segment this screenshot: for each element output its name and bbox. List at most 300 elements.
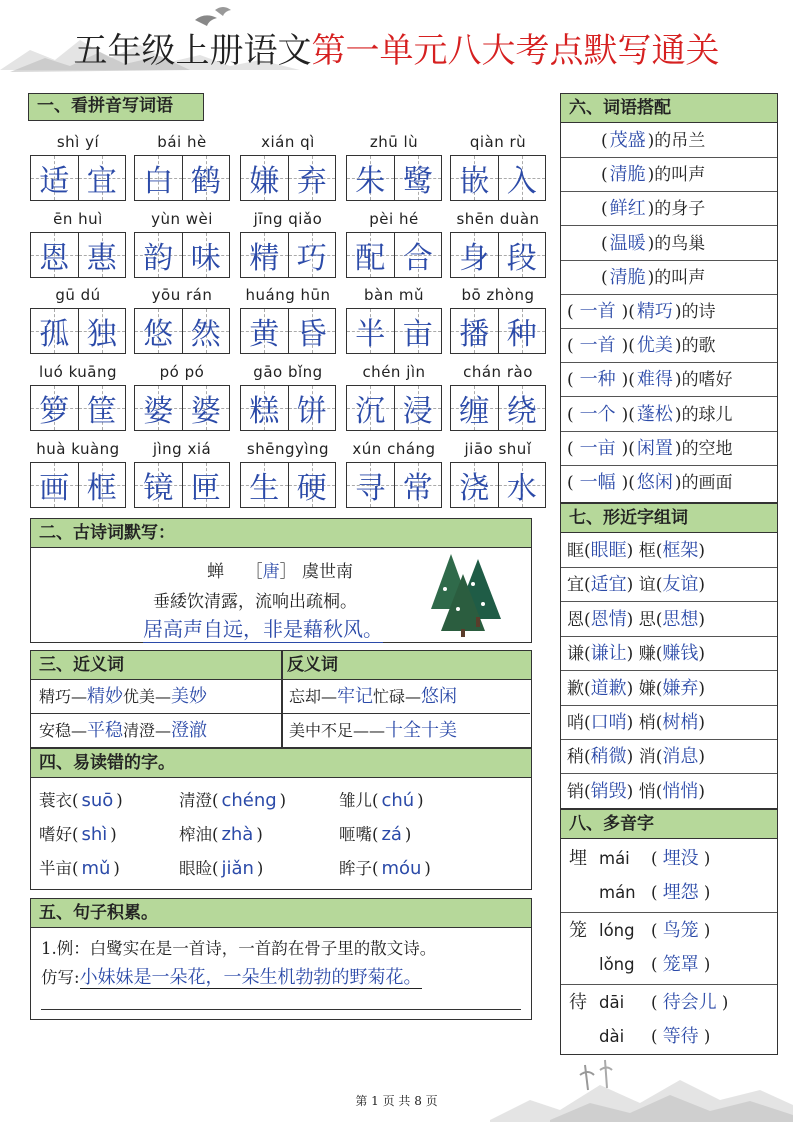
grid-cell (347, 156, 394, 200)
base-char: 销 (567, 781, 584, 802)
pinyin-answer: shì (81, 824, 108, 845)
poem-author: 虞世南 (302, 562, 354, 582)
base-char: 稍 (567, 747, 584, 768)
reading-pinyin: dài (599, 1027, 625, 1046)
phrase-rest: 的鸟巢 (654, 233, 706, 254)
answer-char: 惠 (86, 241, 117, 276)
pinyin-label: pèi hé (369, 210, 419, 228)
base-char: 谦 (567, 644, 584, 665)
pinyin-label: chán rào (463, 363, 533, 381)
answer-char: 独 (86, 317, 117, 352)
base-char: 谊 (638, 575, 656, 596)
word-answer: 悄悄 (662, 780, 699, 802)
answer-char: 昏 (296, 317, 327, 352)
word: 眼睑 (179, 859, 212, 878)
grid-cell (347, 309, 394, 353)
grid-cell (241, 309, 288, 353)
grid-cell (135, 463, 182, 507)
reading-answer: 待会儿 (662, 992, 717, 1013)
grid-cell (498, 386, 546, 430)
word: 安稳— (39, 721, 88, 740)
polyphone-group (561, 984, 777, 1056)
answer-char: 然 (190, 317, 221, 352)
pinyin-label: qiàn rù (469, 133, 527, 151)
similar-char-row: 眶(眼眶) 框(框架) (561, 534, 777, 568)
pinyin-label: shēn duàn (456, 210, 540, 228)
grid-cell (182, 233, 230, 277)
grid-cell (451, 156, 498, 200)
word-answer: 消息 (662, 746, 699, 768)
word: 忙碌— (373, 687, 422, 706)
polyphone-reading: mái ( 埋没 ) (599, 848, 711, 869)
tian-zi-grid[interactable] (134, 232, 230, 278)
tian-zi-grid[interactable] (240, 462, 336, 508)
similar-char-row: 稍(稍微) 消(消息) (561, 740, 777, 774)
answer: 悠闲 (421, 686, 458, 707)
tian-zi-grid[interactable] (240, 232, 336, 278)
answer-char: 弃 (296, 164, 327, 199)
grid-cell (347, 233, 394, 277)
answer-char: 白 (143, 164, 174, 199)
reading-pinyin: mái (599, 849, 630, 868)
tian-zi-grid[interactable] (450, 308, 546, 354)
section6-header: 六、词语搭配 (561, 94, 777, 123)
answer-char: 沉 (355, 394, 386, 429)
tian-zi-grid[interactable] (346, 232, 442, 278)
word-answer: 树梢 (662, 712, 699, 733)
word-answer: 眼眶 (590, 540, 627, 561)
grid-cell (347, 463, 394, 507)
tian-zi-grid[interactable] (134, 155, 230, 201)
tian-zi-grid[interactable] (450, 462, 546, 508)
answer-char: 合 (402, 241, 433, 276)
pinyin-answer: mǔ (81, 858, 111, 879)
word: 忘却— (289, 687, 338, 706)
poem-line1: 垂緌饮清露，流响出疏桐。 (153, 592, 357, 612)
word-answer: 恩情 (590, 608, 627, 630)
answer-char: 婆 (190, 394, 221, 429)
answer-char: 亩 (402, 317, 433, 352)
antonym-row (289, 681, 457, 713)
phrase-rest: 的吊兰 (654, 131, 706, 151)
polyphone-reading: dài ( 等待 ) (599, 1026, 711, 1047)
adjective-answer: 悠闲 (636, 472, 673, 493)
grid-cell (451, 233, 498, 277)
answer-char: 半 (355, 317, 386, 352)
section4-box (30, 748, 532, 890)
word: 美中不足—— (289, 721, 386, 740)
grid-cell (31, 386, 78, 430)
pinyin-label: huà kuàng (36, 440, 120, 458)
pinyin-label: jìng xiá (152, 440, 212, 458)
answer-char: 恩 (39, 241, 70, 276)
section8-header: 八、多音字 (561, 810, 777, 839)
pinyin-answer: móu (381, 858, 422, 879)
adjective-answer: 鲜红 (609, 198, 646, 220)
answer-char: 巧 (296, 241, 327, 276)
grid-cell (135, 156, 182, 200)
grid-cell (182, 309, 230, 353)
pronunciation-item: 嗜好( shì ) (39, 824, 117, 845)
grid-cell (241, 386, 288, 430)
collocation-row: ( 一首 )( 优美 )的歌 (561, 329, 777, 363)
answer-char: 配 (355, 241, 386, 276)
similar-char-row: 谦(谦让) 赚(赚钱) (561, 637, 777, 671)
tian-zi-grid[interactable] (30, 385, 126, 431)
grid-cell (347, 386, 394, 430)
answer-char: 箩 (39, 394, 70, 429)
tian-zi-grid[interactable] (240, 385, 336, 431)
grid-cell (78, 463, 126, 507)
section5-header: 五、句子积累。 (31, 899, 531, 928)
poem-dynasty: 唐 (262, 562, 280, 582)
title-part1: 五年级上册语文 (73, 31, 312, 71)
grid-cell (288, 463, 336, 507)
answer: 牢记 (337, 686, 374, 707)
pronunciation-item: 眸子( móu ) (339, 858, 431, 879)
adjective-answer: 温暖 (609, 232, 646, 254)
title-part2: 第一单元八大考点默写通关 (311, 31, 720, 71)
poem-line2: 居高声自远，非是藉秋风。 (143, 613, 383, 643)
polyphone-reading: dāi ( 待会儿 ) (599, 992, 729, 1013)
polyphone-char: 待 (569, 992, 587, 1013)
pinyin-label: luó kuāng (38, 363, 118, 381)
reading-pinyin: lóng (599, 921, 635, 940)
similar-char-row: 销(销毁) 悄(悄悄) (567, 780, 705, 802)
answer-char: 黄 (249, 317, 280, 352)
answer-char: 悠 (143, 317, 174, 352)
grid-cell (135, 386, 182, 430)
grid-cell (394, 156, 442, 200)
imitate-label: 仿写: (41, 968, 80, 987)
answer-char: 段 (506, 241, 537, 276)
pinyin-label: zhū lù (369, 133, 419, 151)
section5-box (30, 898, 532, 1020)
word: 半亩 (39, 859, 72, 878)
grid-cell (31, 233, 78, 277)
similar-char-row: 宜(适宜) 谊(友谊) (561, 568, 777, 602)
answer-char: 适 (39, 164, 70, 199)
answer: 十全十美 (385, 720, 458, 741)
adjective-answer: 清脆 (609, 164, 646, 186)
grid-cell (31, 463, 78, 507)
word-answer: 销毁 (590, 780, 627, 802)
answer-char: 朱 (355, 164, 386, 199)
poem-title: 蝉 (207, 562, 224, 582)
measure-answer: 一亩 (579, 437, 616, 459)
collocation-row: ( 清脆 )的叫声 (561, 261, 777, 295)
reading-pinyin: lǒng (599, 955, 635, 974)
tian-zi-grid[interactable] (450, 232, 546, 278)
tian-zi-grid[interactable] (30, 308, 126, 354)
tian-zi-grid[interactable] (450, 385, 546, 431)
word-answer: 框架 (662, 540, 699, 561)
pinyin-label: ēn huì (53, 210, 103, 228)
similar-char-row: 哨(口哨) 梢(树梢) (561, 706, 777, 740)
grid-cell (498, 463, 546, 507)
synonym-row (39, 715, 207, 747)
adjective-answer: 清脆 (609, 266, 646, 288)
tian-zi-grid[interactable] (346, 308, 442, 354)
answer-char: 嵌 (459, 164, 490, 199)
tree-illustration (423, 549, 511, 639)
reading-answer: 等待 (662, 1026, 699, 1047)
reading-answer: 埋怨 (662, 882, 699, 903)
pinyin-answer: suō (81, 790, 114, 811)
word: 精巧— (39, 687, 88, 706)
answer-char: 缠 (459, 394, 490, 429)
reading-pinyin: dāi (599, 993, 625, 1012)
pinyin-label: shēngyìng (246, 440, 330, 458)
word: 榨油 (179, 825, 212, 844)
grid-cell (451, 309, 498, 353)
grid-cell (78, 386, 126, 430)
tian-zi-grid[interactable] (346, 155, 442, 201)
pinyin-answer: zá (381, 824, 402, 845)
section3-hdivider (31, 713, 530, 714)
pinyin-label: bàn mǔ (363, 286, 425, 304)
mountain-decoration-bottom (490, 1045, 793, 1122)
tian-zi-grid[interactable] (134, 462, 230, 508)
tian-zi-grid[interactable] (346, 462, 442, 508)
section3-vdivider (281, 651, 283, 747)
tian-zi-grid[interactable] (240, 308, 336, 354)
pinyin-label: xián qì (261, 133, 315, 151)
base-char: 悄 (638, 781, 656, 802)
base-char: 宜 (567, 575, 584, 596)
answer: 平稳 (87, 720, 124, 741)
word: 眸子 (339, 859, 372, 878)
base-char: 梢 (638, 713, 656, 733)
answer-char: 鹭 (402, 164, 433, 199)
adjective-answer: 难得 (636, 369, 673, 391)
phrase-rest: 的叫声 (654, 165, 706, 186)
section8-box (560, 809, 778, 1055)
measure-answer: 一个 (579, 403, 616, 425)
grid-cell (241, 156, 288, 200)
grid-cell (394, 309, 442, 353)
grid-cell (498, 233, 546, 277)
collocation-row: ( 一种 )( 难得 )的嗜好 (561, 363, 777, 397)
grid-cell (135, 309, 182, 353)
grid-cell (288, 233, 336, 277)
phrase-rest: 的画面 (681, 473, 733, 493)
phrase-rest: 的歌 (681, 336, 716, 357)
answer-char: 镜 (143, 471, 174, 506)
grid-cell (182, 463, 230, 507)
pronunciation-item: 榨油( zhà ) (179, 824, 263, 845)
answer-char: 鹤 (190, 164, 221, 199)
word-answer: 思想 (662, 608, 699, 630)
answer-char: 身 (459, 241, 490, 276)
grid-cell (241, 463, 288, 507)
word-answer: 谦让 (590, 643, 627, 665)
pinyin-answer: jiǎn (221, 858, 254, 879)
word-answer: 适宜 (590, 574, 627, 596)
word: 蓑衣 (39, 791, 72, 810)
pronunciation-item: 咂嘴( zá ) (339, 824, 412, 845)
grid-cell (241, 233, 288, 277)
adjective-answer: 优美 (636, 335, 673, 357)
answer-char: 宜 (86, 164, 117, 199)
section4-header: 四、易读错的字。 (31, 749, 531, 778)
phrase-rest: 的诗 (681, 302, 716, 322)
base-char: 嫌 (638, 678, 656, 699)
tian-zi-grid[interactable] (30, 462, 126, 508)
collocation-row: ( 清脆 )的叫声 (561, 158, 777, 192)
grid-cell (182, 156, 230, 200)
tian-zi-grid[interactable] (134, 385, 230, 431)
tian-zi-grid[interactable] (450, 155, 546, 201)
measure-answer: 一幅 (579, 472, 616, 493)
tian-zi-grid[interactable] (346, 385, 442, 431)
word: 咂嘴 (339, 825, 372, 844)
adjective-answer: 茂盛 (609, 130, 646, 151)
section3-header-left: 三、近义词 (39, 655, 124, 675)
answer: 精妙 (87, 686, 124, 707)
section2-header: 二、古诗词默写： (31, 519, 531, 548)
poem-title-line (207, 557, 353, 582)
pinyin-label: bō zhòng (461, 286, 535, 304)
answer-char: 匣 (190, 471, 221, 506)
pinyin-label: gāo bǐng (253, 363, 323, 381)
base-char: 哨 (567, 713, 584, 733)
grid-cell (78, 156, 126, 200)
reading-answer: 鸟笼 (662, 920, 699, 941)
pinyin-label: shì yí (56, 133, 100, 151)
section3-box (30, 650, 532, 748)
answer-char: 孤 (39, 317, 70, 352)
answer-char: 框 (86, 471, 117, 506)
antonym-row (289, 715, 457, 747)
adjective-answer: 精巧 (636, 301, 673, 322)
section2-box (30, 518, 532, 643)
word-answer: 嫌弃 (662, 677, 699, 699)
answer-char: 绕 (506, 394, 537, 429)
grid-cell (451, 386, 498, 430)
answer-char: 播 (459, 317, 490, 352)
pinyin-answer: zhà (221, 824, 254, 845)
sentence-imitate (41, 963, 422, 989)
word: 嗜好 (39, 825, 72, 844)
imitate-answer: 小妹妹是一朵花，一朵生机勃勃的野菊花。 (79, 967, 422, 988)
pronunciation-item: 眼睑( jiǎn ) (179, 858, 264, 879)
pinyin-answer: chéng (221, 790, 277, 811)
grid-cell (394, 386, 442, 430)
similar-char-row: 歉(道歉) 嫌(嫌弃) (561, 672, 777, 706)
base-char: 框 (638, 541, 656, 561)
polyphone-reading: lǒng ( 笼罩 ) (599, 954, 711, 975)
pinyin-label: yùn wèi (151, 210, 213, 228)
answer: 澄澈 (171, 720, 208, 741)
base-char: 思 (638, 609, 656, 630)
pinyin-label: huáng hūn (245, 286, 331, 304)
word-answer: 赚钱 (662, 643, 699, 665)
polyphone-char: 笼 (569, 920, 587, 941)
pronunciation-item: 清澄( chéng ) (179, 790, 287, 811)
grid-cell (288, 156, 336, 200)
word: 雏儿 (339, 791, 372, 810)
grid-cell (182, 386, 230, 430)
reading-answer: 埋没 (662, 848, 699, 869)
tian-zi-grid[interactable] (30, 155, 126, 201)
polyphone-group (561, 912, 777, 985)
collocation-row: ( 温暖 )的鸟巢 (561, 227, 777, 261)
section7-box (560, 503, 778, 809)
collocation-row: ( 一个 )( 蓬松 )的球儿 (561, 398, 777, 432)
pinyin-label: xún cháng (352, 440, 436, 458)
page-footer: 第 1 页 共 8 页 (355, 1094, 438, 1108)
pinyin-label: yōu rán (151, 286, 213, 304)
measure-answer: 一种 (579, 369, 616, 391)
pinyin-label: gū dú (55, 286, 101, 304)
grid-cell (498, 309, 546, 353)
answer-char: 婆 (143, 394, 174, 429)
grid-cell (498, 156, 546, 200)
answer-char: 硬 (296, 471, 327, 506)
word: 清澄— (123, 721, 172, 740)
similar-char-row: 恩(恩情) 思(思想) (561, 603, 777, 637)
collocation-row: ( 一幅 )( 悠闲 )的画面 (567, 472, 733, 493)
answer-char: 入 (506, 164, 537, 199)
adjective-answer: 闲置 (636, 437, 673, 459)
answer-char: 生 (249, 471, 280, 506)
pinyin-answer: chú (381, 790, 415, 811)
grid-cell (288, 386, 336, 430)
sentence-example: 1.例：白鹭实在是一首诗，一首韵在骨子里的散文诗。 (41, 939, 437, 958)
pinyin-label: jiāo shuǐ (464, 440, 532, 458)
section1-header-box (28, 93, 204, 123)
answer-char: 画 (39, 471, 70, 506)
pronunciation-item: 雏儿( chú ) (339, 790, 424, 811)
tian-zi-grid[interactable] (240, 155, 336, 201)
section1-header: 一、看拼音写词语 (28, 93, 204, 121)
collocation-row: ( 一亩 )( 闲置 )的空地 (561, 432, 777, 466)
collocation-row: ( 一首 )( 精巧 )的诗 (561, 295, 777, 329)
word-answer: 道歉 (590, 677, 627, 699)
answer-char: 味 (190, 241, 221, 276)
phrase-rest: 的嗜好 (681, 370, 733, 391)
grid-cell (394, 233, 442, 277)
tian-zi-grid[interactable] (30, 232, 126, 278)
grid-cell (78, 233, 126, 277)
answer-char: 糕 (249, 394, 280, 429)
base-char: 消 (638, 747, 656, 768)
tian-zi-grid[interactable] (134, 308, 230, 354)
polyphone-reading: mán ( 埋怨 ) (599, 882, 711, 903)
phrase-rest: 的身子 (654, 199, 706, 220)
answer-char: 种 (506, 317, 537, 352)
grid-cell (451, 463, 498, 507)
section7-header: 七、形近字组词 (561, 504, 777, 533)
measure-answer: 一首 (579, 335, 616, 357)
polyphone-char: 埋 (569, 848, 587, 869)
section3-header-right: 反义词 (287, 655, 338, 675)
pinyin-label: jīng qiǎo (253, 210, 323, 228)
answer-char: 筐 (86, 394, 117, 429)
word-answer: 友谊 (662, 574, 699, 596)
writing-line (41, 1009, 521, 1010)
phrase-rest: 的叫声 (654, 267, 706, 288)
answer-char: 精 (249, 241, 280, 276)
pinyin-label: bái hè (157, 133, 207, 151)
word-answer: 口哨 (590, 712, 627, 733)
phrase-rest: 的空地 (681, 438, 733, 459)
word: 优美— (123, 687, 172, 706)
grid-cell (78, 309, 126, 353)
base-char: 歉 (567, 678, 584, 699)
collocation-row: ( 茂盛 )的吊兰 (561, 124, 777, 158)
